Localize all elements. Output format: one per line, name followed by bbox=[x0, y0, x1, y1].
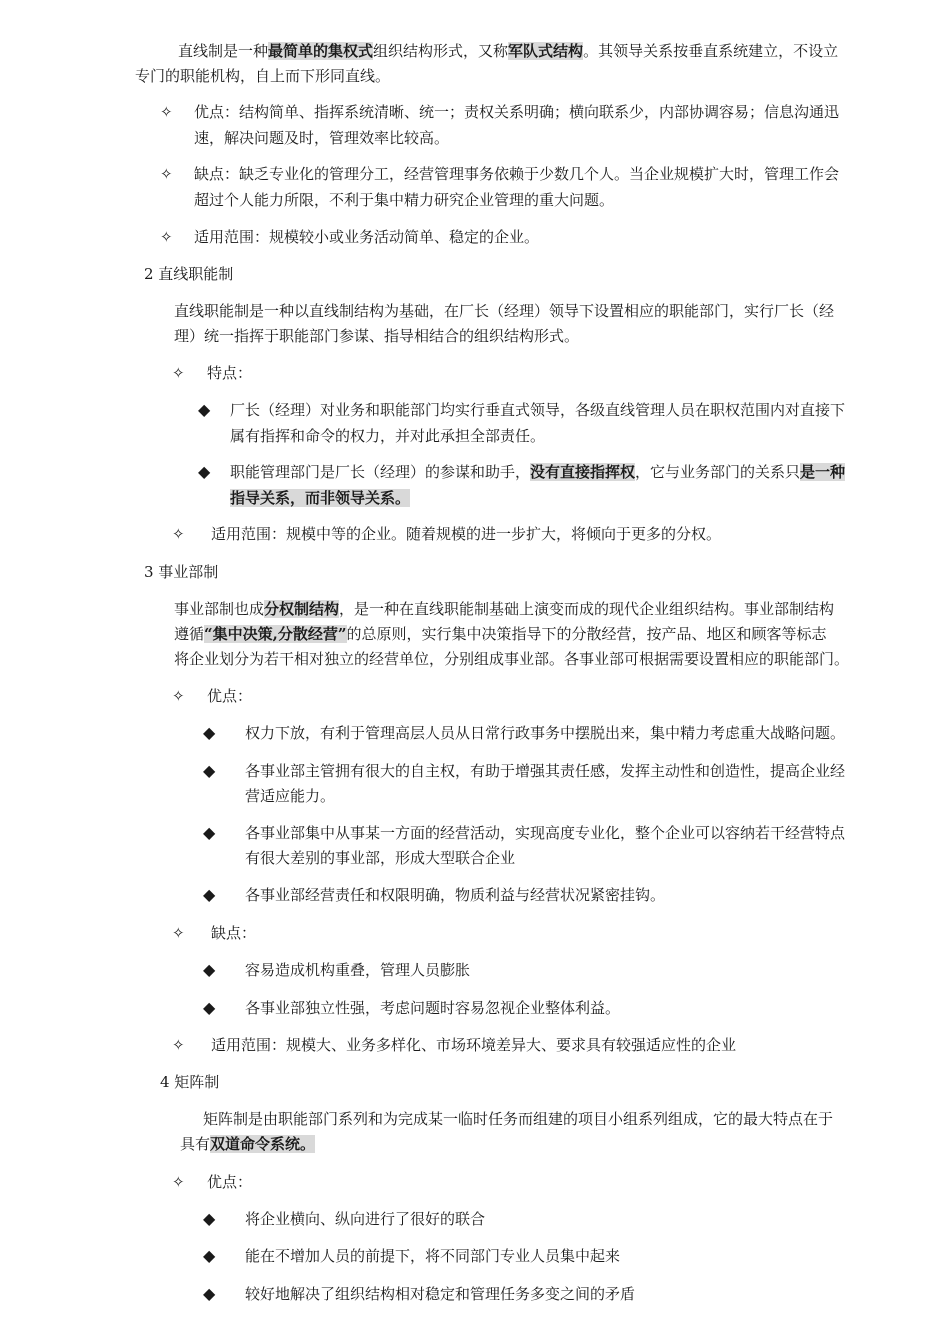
section3-intro-line-3: 将企业划分为若干相对独立的经营单位，分别组成事业部。各事业部可根据需要设置相应的职能部门。 bbox=[174, 650, 850, 668]
intro-text: 。其领导关系按垂直系统建立，不设立 bbox=[583, 42, 839, 60]
section4-advantages-label: 优点： bbox=[207, 1173, 253, 1191]
section4-adv-2: 能在不增加人员的前提下，将不同部门专业人员集中起来 bbox=[245, 1247, 621, 1265]
section3-adv-2-line-1: 各事业部主管拥有很大的自主权，有助于增强其责任感，发挥主动性和创造性，提高企业经 bbox=[245, 762, 846, 780]
highlight-text: 军队式结构 bbox=[508, 42, 584, 60]
diamond-bullet-icon: ◆ bbox=[203, 723, 216, 742]
section3-advantages-label: 优点： bbox=[207, 687, 253, 705]
bullet-text: 职能管理部门是厂长（经理）的参谋和助手， bbox=[230, 463, 531, 481]
section2-bullet2-line-1 bbox=[230, 459, 845, 485]
bullet-text: ，它与业务部门的关系只 bbox=[635, 463, 801, 481]
section2-bullet1-line-1: 厂长（经理）对业务和职能部门均实行垂直式领导，各级直线管理人员在职权范围内对直接下 bbox=[230, 401, 846, 419]
diamond-bullet-icon: ◆ bbox=[203, 885, 216, 904]
section4-adv-1: 将企业横向、纵向进行了很好的联合 bbox=[245, 1210, 486, 1228]
section3-adv-2-line-2: 营适应能力。 bbox=[245, 787, 336, 805]
star-bullet-icon: ✧ bbox=[172, 1173, 185, 1191]
intro-text: ，是一种在直线职能制基础上演变而成的现代企业组织结构。事业部制结构 bbox=[339, 600, 835, 618]
diamond-bullet-icon: ◆ bbox=[203, 761, 216, 780]
section4-adv-3: 较好地解决了组织结构相对稳定和管理任务多变之间的矛盾 bbox=[245, 1285, 636, 1303]
star-bullet-icon: ✧ bbox=[172, 525, 185, 543]
diamond-bullet-icon: ◆ bbox=[203, 960, 216, 979]
diamond-bullet-icon: ◆ bbox=[203, 1209, 216, 1228]
section3-dis-1: 容易造成机构重叠，管理人员膨胀 bbox=[245, 961, 471, 979]
diamond-bullet-icon: ◆ bbox=[203, 1246, 216, 1265]
highlight-text: “集中决策,分散经营” bbox=[204, 625, 347, 643]
star-bullet-icon: ✧ bbox=[160, 228, 173, 246]
intro-text: 组织结构形式，又称 bbox=[373, 42, 509, 60]
section4-intro-line-2 bbox=[180, 1131, 315, 1157]
star-bullet-icon: ✧ bbox=[172, 924, 185, 942]
star-bullet-icon: ✧ bbox=[160, 165, 173, 183]
highlight-text: 是一种 bbox=[800, 463, 846, 481]
intro-text: 具有 bbox=[180, 1135, 211, 1153]
diamond-bullet-icon: ◆ bbox=[198, 400, 211, 419]
star-bullet-icon: ✧ bbox=[172, 364, 185, 382]
diamond-bullet-icon: ◆ bbox=[203, 823, 216, 842]
section3-adv-1: 权力下放，有利于管理高层人员从日常行政事务中摆脱出来，集中精力考虑重大战略问题。 bbox=[245, 724, 846, 742]
intro-line-1 bbox=[178, 38, 838, 64]
section4-intro-line-1: 矩阵制是由职能部门系列和为完成某一临时任务而组建的项目小组系列组成，它的最大特点在于 bbox=[203, 1110, 834, 1128]
line-advantages-line-2: 速，解决问题及时，管理效率比较高。 bbox=[194, 129, 450, 147]
section2-intro-line-1: 直线职能制是一种以直线制结构为基础，在厂长（经理）领导下设置相应的职能部门，实行厂长（经 bbox=[174, 302, 835, 320]
section3-scope: 适用范围：规模大、业务多样化、市场环境差异大、要求具有较强适应性的企业 bbox=[211, 1036, 737, 1054]
section-heading-2: 2 直线职能制 bbox=[144, 265, 234, 283]
diamond-bullet-icon: ◆ bbox=[203, 998, 216, 1017]
section-heading-4: 4 矩阵制 bbox=[160, 1073, 220, 1091]
highlight-text: 指导关系，而非领导关系。 bbox=[230, 489, 411, 507]
section2-bullet1-line-2: 属有指挥和命令的权力，并对此承担全部责任。 bbox=[230, 427, 546, 445]
diamond-bullet-icon: ◆ bbox=[198, 462, 211, 481]
section2-bullet2-line-2 bbox=[230, 485, 410, 511]
section2-scope: 适用范围：规模中等的企业。随着规模的进一步扩大，将倾向于更多的分权。 bbox=[211, 525, 722, 543]
highlight-text: 双道命令系统。 bbox=[210, 1135, 316, 1153]
section3-intro-line-2 bbox=[174, 621, 827, 647]
star-bullet-icon: ✧ bbox=[160, 103, 173, 121]
diamond-bullet-icon: ◆ bbox=[203, 1284, 216, 1303]
line-disadvantages-line-2: 超过个人能力所限，不利于集中精力研究企业管理的重大问题。 bbox=[194, 191, 615, 209]
section2-features-label: 特点： bbox=[207, 364, 253, 382]
star-bullet-icon: ✧ bbox=[172, 687, 185, 705]
section3-intro-line-1 bbox=[174, 596, 834, 622]
intro-text: 的总原则，实行集中决策指导下的分散经营，按产品、地区和顾客等标志 bbox=[346, 625, 827, 643]
section3-disadvantages-label: 缺点： bbox=[211, 924, 257, 942]
section2-intro-line-2: 理）统一指挥于职能部门参谋、指导相结合的组织结构形式。 bbox=[174, 327, 580, 345]
intro-line-2: 专门的职能机构，自上而下形同直线。 bbox=[135, 67, 391, 85]
line-disadvantages-line-1: 缺点：缺乏专业化的管理分工，经营管理事务依赖于少数几个人。当企业规模扩大时，管理工作会 bbox=[194, 165, 840, 183]
section-heading-3: 3 事业部制 bbox=[144, 563, 219, 581]
highlight-text: 分权制结构 bbox=[264, 600, 340, 618]
line-advantages-line-1: 优点：结构简单、指挥系统清晰、统一；责权关系明确；横向联系少，内部协调容易；信息沟通迅 bbox=[194, 103, 840, 121]
section3-dis-2: 各事业部独立性强，考虑问题时容易忽视企业整体利益。 bbox=[245, 999, 621, 1017]
section3-adv-3-line-1: 各事业部集中从事某一方面的经营活动，实现高度专业化，整个企业可以容纳若干经营特点 bbox=[245, 824, 846, 842]
section3-adv-4: 各事业部经营责任和权限明确，物质利益与经营状况紧密挂钩。 bbox=[245, 886, 666, 904]
intro-text: 事业部制也成 bbox=[174, 600, 265, 618]
star-bullet-icon: ✧ bbox=[172, 1036, 185, 1054]
highlight-text: 没有直接指挥权 bbox=[530, 463, 636, 481]
highlight-text: 最简单的集权式 bbox=[268, 42, 374, 60]
intro-text: 遵循 bbox=[174, 625, 205, 643]
intro-text: 直线制是一种 bbox=[178, 42, 269, 60]
section3-adv-3-line-2: 有很大差别的事业部，形成大型联合企业 bbox=[245, 849, 516, 867]
line-scope: 适用范围：规模较小或业务活动简单、稳定的企业。 bbox=[194, 228, 540, 246]
